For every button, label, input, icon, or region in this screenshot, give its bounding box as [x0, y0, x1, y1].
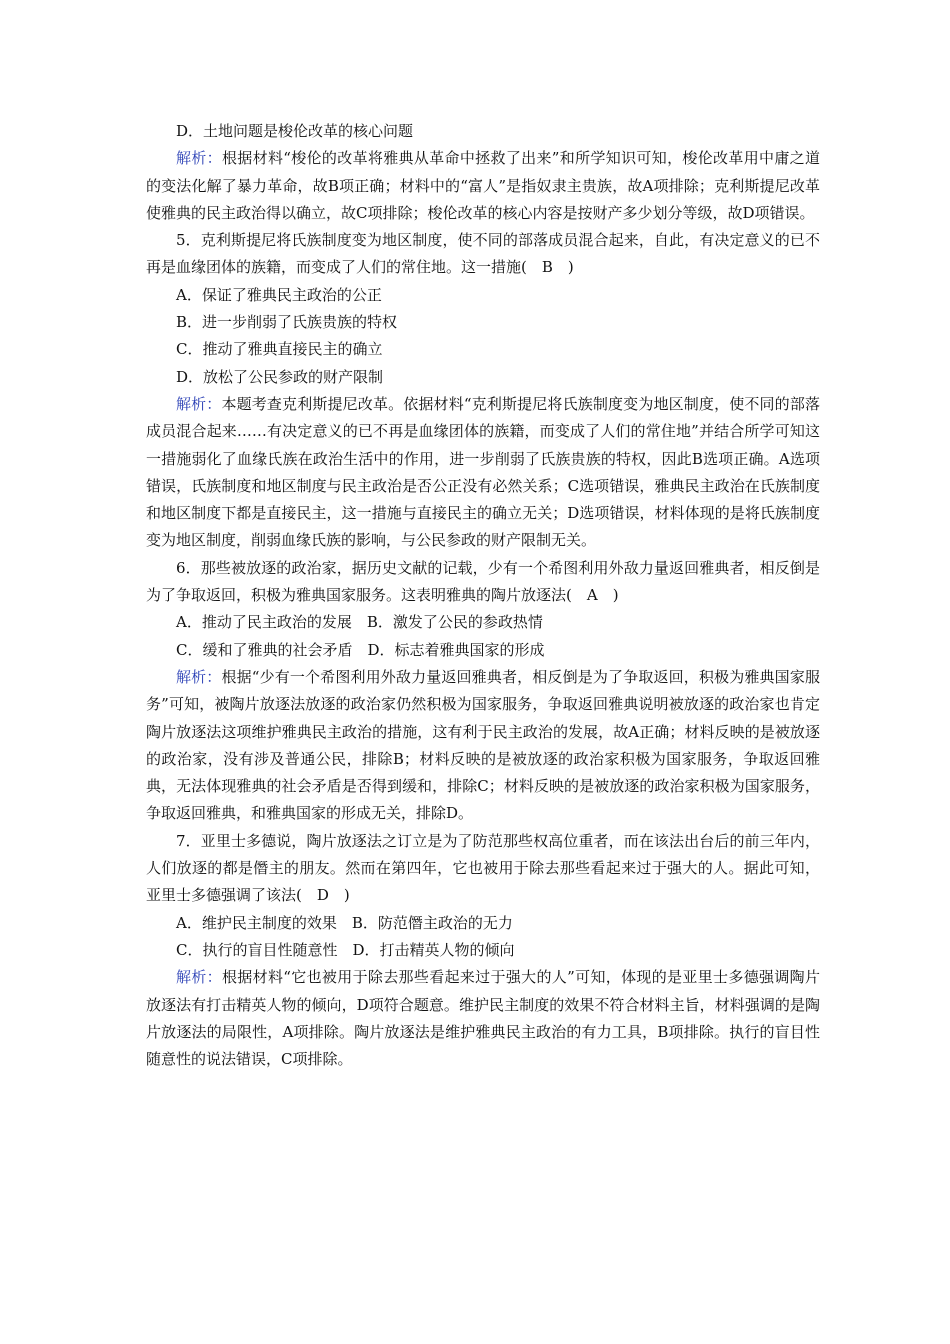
- option-line: A．推动了民主政治的发展 B．激发了公民的参政热情: [176, 613, 543, 632]
- option-line: C．推动了雅典直接民主的确立: [176, 340, 383, 359]
- analysis-paragraph: [146, 964, 820, 1073]
- analysis-paragraph: [146, 664, 820, 828]
- option-line: D．土地问题是梭伦改革的核心问题: [176, 122, 414, 140]
- analysis-label: 解析：: [176, 667, 222, 686]
- analysis-text: 根据“少有一个希图利用外敌力量返回雅典者，相反倒是为了争取返回，积极为雅典国家服务”可知，被陶片放逐法放逐的政治家仍然积极为国家服务，争取返回雅典说明被放逐的政治家也肯定陶片放逐法这项维护雅典民主政治的措施，这有利于民主政治的发展，故A正确；材料反映的是被放逐的政治家，没有涉及普通公民，排除B；材料反映的是被放逐的政治家积极为国家服务，争取返回雅典，无法体现雅典的社会矛盾是否得到缓和，排除C；材料反映的是被放逐的政治家积极为国家服务，争取返回雅典，和雅典国家的形成无关，排除D。: [146, 667, 820, 823]
- question-7: 7．亚里士多德说，陶片放逐法之订立是为了防范那些权高位重者，而在该法出台后的前三年内，人们放逐的都是僭主的朋友。然而在第四年，它也被用于除去那些看起来过于强大的人。据此可知，亚里士多德强调了该法( D ): [146, 831, 820, 905]
- question-6: 6．那些被放逐的政治家，据历史文献的记载，少有一个希图利用外敌力量返回雅典者，相反倒是为了争取返回，积极为雅典国家服务。这表明雅典的陶片放逐法( A ): [146, 558, 820, 605]
- option-line: C．执行的盲目性随意性 D．打击精英人物的倾向: [176, 940, 515, 959]
- analysis-label: 解析：: [176, 968, 222, 987]
- analysis-label: 解析：: [176, 149, 222, 168]
- analysis-paragraph: [146, 145, 820, 227]
- option-line: C．缓和了雅典的社会矛盾 D．标志着雅典国家的形成: [176, 640, 545, 659]
- analysis-label: 解析：: [176, 394, 222, 413]
- option-line: D．放松了公民参政的财产限制: [176, 367, 384, 386]
- analysis-text: 根据材料“梭伦的改革将雅典从革命中拯救了出来”和所学知识可知，梭伦改革用中庸之道的变法化解了暴力革命，故B项正确；材料中的“富人”是指奴隶主贵族，故A项排除；克利斯提尼改革使雅典的民主政治得以确立，故C项排除；梭伦改革的核心内容是按财产多少划分等级，故D项错误。: [146, 149, 820, 222]
- option-line: B．进一步削弱了氏族贵族的特权: [176, 313, 398, 332]
- analysis-text: 本题考查克利斯提尼改革。依据材料“克利斯提尼将氏族制度变为地区制度，使不同的部落成员混合起来……有决定意义的已不再是血缘团体的族籍，而变成了人们的常住地”并结合所学可知这一措施弱化了血缘氏族在政治生活中的作用，进一步削弱了氏族贵族的特权，因此B选项正确。A选项错误，氏族制度和地区制度与民主政治是否公正没有必然关系；C选项错误，雅典民主政治在氏族制度和地区制度下都是直接民主，这一措施与直接民主的确立无关；D选项错误，材料体现的是将氏族制度变为地区制度，削弱血缘氏族的影响，与公民参政的财产限制无关。: [146, 394, 820, 550]
- analysis-text: 根据材料“它也被用于除去那些看起来过于强大的人”可知，体现的是亚里士多德强调陶片放逐法有打击精英人物的倾向，D项符合题意。维护民主制度的效果不符合材料主旨，材料强调的是陶片放逐法的局限性，A项排除。陶片放逐法是维护雅典民主政治的有力工具，B项排除。执行的盲目性随意性的说法错误，C项排除。: [146, 968, 820, 1069]
- document-body: [146, 118, 820, 1073]
- option-line: A．维护民主制度的效果 B．防范僭主政治的无力: [176, 913, 513, 932]
- option-line: A．保证了雅典民主政治的公正: [176, 285, 382, 304]
- analysis-paragraph: [146, 391, 820, 555]
- question-5: 5．克利斯提尼将氏族制度变为地区制度，使不同的部落成员混合起来，自此，有决定意义的已不再是血缘团体的族籍，而变成了人们的常住地。这一措施( B ): [146, 231, 820, 277]
